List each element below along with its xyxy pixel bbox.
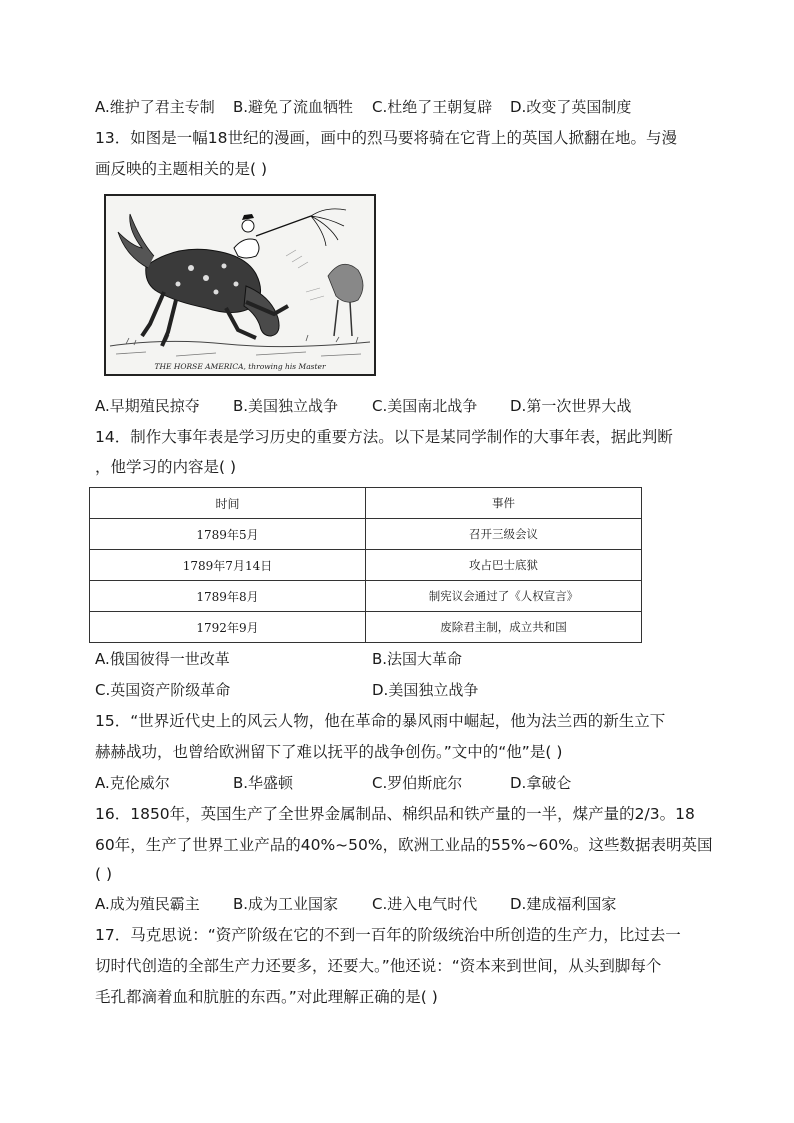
q16-stem-line1: 16．1850年，英国生产了全世界金属制品、棉织品和铁产量的一半，煤产量的2/3。18: [95, 805, 695, 823]
q16-option-a[interactable]: A.成为殖民霸主: [95, 895, 200, 913]
q12-option-b[interactable]: B.避免了流血牺牲: [233, 98, 354, 116]
table-cell-event: 废除君主制，成立共和国: [366, 612, 642, 643]
q15-stem-line1: 15．“世界近代史上的风云人物，他在革命的暴风雨中崛起，他为法兰西的新生立下: [95, 712, 666, 730]
q12-option-a[interactable]: A.维护了君主专制: [95, 98, 215, 116]
chronology-table: [89, 487, 642, 643]
q15-option-d[interactable]: D.拿破仑: [510, 774, 572, 792]
q17-stem-line1: 17．马克思说：“资产阶级在它的不到一百年的阶级统治中所创造的生产力，比过去一: [95, 926, 681, 944]
table-cell-time: 1789年8月: [90, 581, 366, 612]
q16-stem-line2: 60年，生产了世界工业产品的40%~50%，欧洲工业品的55%~60%。这些数据表明英国: [95, 836, 713, 854]
table-header-time: 时间: [90, 488, 366, 519]
q15-option-c[interactable]: C.罗伯斯庇尔: [372, 774, 463, 792]
q16-option-c[interactable]: C.进入电气时代: [372, 895, 478, 913]
table-row: [90, 581, 642, 612]
q13-cartoon-image: [104, 194, 376, 376]
q13-option-b[interactable]: B.美国独立战争: [233, 397, 339, 415]
table-row: [90, 612, 642, 643]
q14-option-a[interactable]: A.俄国彼得一世改革: [95, 650, 230, 668]
q16-stem-line3: ( ): [95, 865, 113, 883]
q13-option-d[interactable]: D.第一次世界大战: [510, 397, 632, 415]
table-header-row: [90, 488, 642, 519]
q15-stem-line2: 赫赫战功，也曾给欧洲留下了难以抚平的战争创伤。”文中的“他”是( ): [95, 743, 563, 761]
q15-option-a[interactable]: A.克伦威尔: [95, 774, 170, 792]
table-cell-event: 攻占巴士底狱: [366, 550, 642, 581]
cartoon-illustration: [106, 196, 374, 374]
table-cell-time: 1792年9月: [90, 612, 366, 643]
q13-stem-line2: 画反映的主题相关的是( ): [95, 160, 268, 178]
q12-option-c[interactable]: C.杜绝了王朝复辟: [372, 98, 493, 116]
q14-option-b[interactable]: B.法国大革命: [372, 650, 463, 668]
table-cell-time: 1789年5月: [90, 519, 366, 550]
cartoon-caption: THE HORSE AMERICA, throwing his Master: [154, 362, 326, 371]
table-cell-time: 1789年7月14日: [90, 550, 366, 581]
q14-stem-line2: ，他学习的内容是( ): [95, 458, 237, 476]
q16-option-d[interactable]: D.建成福利国家: [510, 895, 617, 913]
q13-option-c[interactable]: C.美国南北战争: [372, 397, 478, 415]
q14-option-d[interactable]: D.美国独立战争: [372, 681, 479, 699]
table-cell-event: 召开三级会议: [366, 519, 642, 550]
q14-option-c[interactable]: C.英国资产阶级革命: [95, 681, 231, 699]
q16-option-b[interactable]: B.成为工业国家: [233, 895, 339, 913]
q14-stem-line1: 14．制作大事年表是学习历史的重要方法。以下是某同学制作的大事年表，据此判断: [95, 428, 673, 446]
q17-stem-line3: 毛孔都滴着血和肮脏的东西。”对此理解正确的是( ): [95, 988, 438, 1006]
table-header-event: 事件: [366, 488, 642, 519]
table-cell-event: 制宪议会通过了《人权宣言》: [366, 581, 642, 612]
q12-option-d[interactable]: D.改变了英国制度: [510, 98, 632, 116]
q17-stem-line2: 切时代创造的全部生产力还要多，还要大。”他还说：“资本来到世间，从头到脚每个: [95, 957, 662, 975]
table-row: [90, 519, 642, 550]
q13-stem-line1: 13．如图是一幅18世纪的漫画，画中的烈马要将骑在它背上的英国人掀翻在地。与漫: [95, 129, 677, 147]
table-row: [90, 550, 642, 581]
q13-option-a[interactable]: A.早期殖民掠夺: [95, 397, 200, 415]
q15-option-b[interactable]: B.华盛顿: [233, 774, 294, 792]
